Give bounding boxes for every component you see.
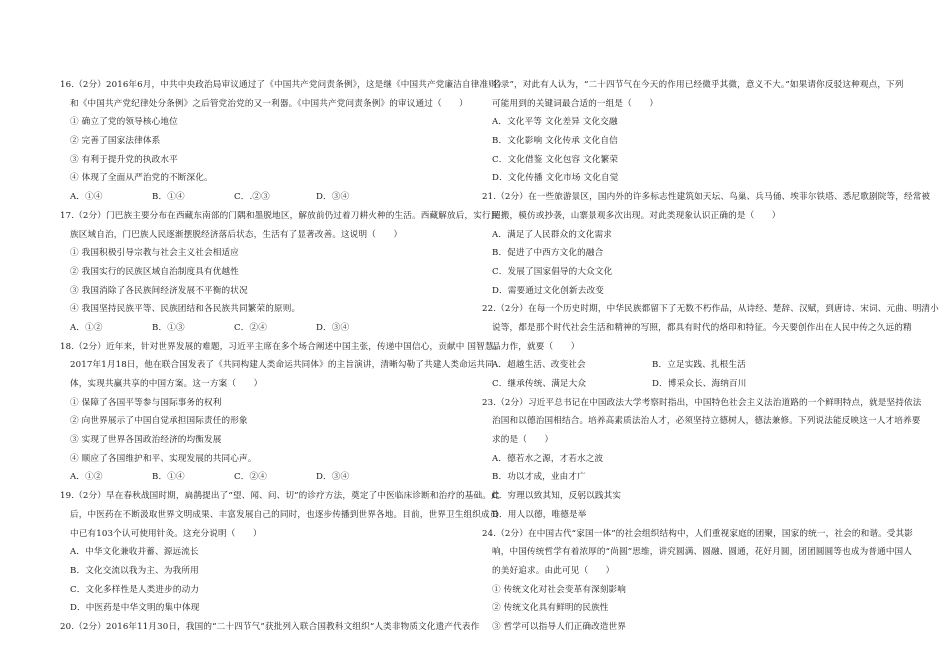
- text-line: D．中医药是中华文明的集中体现: [70, 603, 200, 614]
- text-line: A．文化平等 文化差异 文化交融: [492, 117, 618, 128]
- left-column: [60, 76, 506, 637]
- text-line: 响，中国传统哲学有着浓厚的“尚圆”思维，讲究圆满、圆融、圆通，花好月圆，团团圆圆等也成为普通中国人: [492, 547, 913, 558]
- right-column: [482, 76, 939, 637]
- text-line: ③ 哲学可以指导人们正确改造世界: [492, 621, 627, 632]
- option: D．博采众长、海纳百川: [652, 379, 747, 389]
- text-line: 治国和以德治国相结合。培养高素质法治人才，必须坚持立德树人，德法兼修。下列说法能反映这一人才培养要: [492, 416, 921, 427]
- text-line: ④ 顺应了各国维护和平、实现发展的共同心声。: [70, 453, 257, 464]
- option: C．继承传统、满足大众: [492, 379, 587, 389]
- text-line: D．用人以德，唯德是举: [492, 509, 587, 520]
- text-line: C．文化借鉴 文化包容 文化繁荣: [492, 154, 619, 165]
- text-line: ① 我国积极引导宗教与社会主义社会相适应: [70, 248, 240, 259]
- text-line: D．文化传播 文化市场 文化自觉: [492, 173, 619, 184]
- option: B．①④: [152, 472, 185, 483]
- text-line: 中已有103个认可使用针灸。这充分说明（ ）: [70, 528, 262, 539]
- option: B．立足实践、扎根生活: [652, 360, 746, 371]
- option: D．③④: [316, 192, 350, 203]
- text-line: ③ 实现了世界各国政治经济的均衡发展: [70, 435, 222, 446]
- text-line: ② 向世界展示了中国自觉承担国际责任的形象: [70, 416, 248, 427]
- option: C．②④: [234, 472, 267, 483]
- text-line: ④ 我国坚持民族平等、民族团结和各民族共同繁荣的原则。: [70, 304, 301, 315]
- text-line: 照搬，模仿或抄袭，山寨景观多次出现。对此类现象认识正确的是（ ）: [492, 210, 781, 221]
- question-stem: 19.（2分）早在春秋战国时期，扁鹊提出了“望、闻、问、切”的诊疗方法，奠定了中医临床诊断和治疗的基础。此: [60, 491, 500, 502]
- question-stem: 17.（2分）门巴族主要分布在西藏东南部的门隅和墨脱地区，解放前仍过着刀耕火种的生活。西藏解放后，实行民: [60, 210, 500, 221]
- option: C．.②③: [234, 192, 270, 203]
- question-stem: 16.（2分）2016年6月，中共中央政治局审议通过了《中国共产党问责条例》，这是继《中国共产党廉洁自律准则》: [60, 80, 506, 90]
- text-line: ④ 体现了全面从严治党的不断深化。: [70, 173, 213, 184]
- option: B．①③: [152, 322, 185, 333]
- text-line: 的美好追求。由此可见（ ）: [492, 565, 615, 576]
- option: B．①④: [152, 192, 185, 203]
- text-line: 求的是（ ）: [492, 435, 554, 446]
- text-line: C．穷理以致其知，反躬以践其实: [492, 491, 622, 502]
- option: D．③④: [316, 472, 350, 483]
- text-line: B．文化影响 文化传承 文化自信: [492, 136, 618, 147]
- question-stem: 20.（2分）2016年11月30日，我国的“二十四节气”获批列入联合国教科文组织“人类非物质文化遗产代表作: [60, 621, 480, 632]
- question-stem: 22.（2分）在每一个历史时期，中华民族都留下了无数不朽作品，从诗经、楚辞、汉赋，到唐诗、宋词、元曲、明清小: [482, 304, 939, 315]
- options-row: [60, 468, 470, 487]
- text-line: A．德若水之源，才若水之波: [492, 453, 604, 464]
- options-row: [60, 319, 470, 338]
- text-line: C．文化多样性是人类进步的动力: [70, 584, 200, 595]
- text-line: A．满足了人民群众的文化需求: [492, 229, 613, 240]
- option: A．①④: [70, 192, 103, 203]
- text-line: B．文化交流以我为主、为我所用: [70, 565, 199, 576]
- question-stem: 18.（2分）近年来，针对世界发展的难题，习近平主席在多个场合阐述中国主张，传递中国信心，贡献中 国智慧。: [60, 341, 503, 352]
- text-line: B．功以才成，业由才广: [492, 472, 586, 483]
- text-line: ② 我国实行的民族区域自治制度具有优越性: [70, 266, 240, 277]
- question-stem: 23.（2分）习近平总书记在中国政法大学考察时指出，中国特色社会主义法治道路的一个鲜明特点，就是坚持依法: [482, 397, 922, 408]
- text-line: 说等，都是那个时代社会生活和精神的写照，都具有时代的烙印和特征。今天要创作出在人民中传之久远的精: [492, 322, 912, 333]
- text-line: 后，中医药在不断汲取世界文明成果、丰富发展自己的同时，也逐步传播到世界各地。目前，世界卫生组织成员: [70, 509, 499, 520]
- text-line: ① 确立了党的领导核心地位: [70, 117, 178, 128]
- option: A．①②: [70, 472, 103, 483]
- option: A．①②: [70, 322, 103, 333]
- options-row: [482, 356, 902, 375]
- text-line: D．需要通过文化创新去改变: [492, 285, 604, 296]
- text-line: ③ 我国消除了各民族间经济发展不平衡的状况: [70, 285, 248, 296]
- text-line: ② 完善了国家法律体系: [70, 136, 161, 147]
- option: C．②④: [234, 322, 267, 333]
- text-line: 名录”，对此有人认为，“二十四节气在今天的作用已经微乎其微，意义不大。”如果请你反驳这种观点，下列: [492, 80, 904, 90]
- option: D．③④: [316, 322, 350, 333]
- text-line: ① 保障了各国平等参与国际事务的权利: [70, 397, 222, 408]
- text-line: 可能用到的关键词最合适的一组是（ ）: [492, 98, 659, 109]
- text-line: ③ 有利于提升党的执政水平: [70, 154, 178, 165]
- text-line: B．促进了中西方文化的融合: [492, 248, 604, 259]
- options-row: [482, 375, 902, 394]
- text-line: C．发展了国家倡导的大众文化: [492, 266, 613, 277]
- text-line: 体，实现共赢共享的中国方案。这一方案（ ）: [70, 379, 263, 389]
- text-line: ① 传统文化对社会变革有深刻影响: [492, 584, 627, 595]
- text-line: A．中华文化兼收并蓄、源远流长: [70, 547, 199, 558]
- option: A．超越生活、改变社会: [492, 360, 586, 371]
- question-stem: 21.（2分）在一些旅游景区，国内外的许多标志性建筑如天坛、鸟巢、兵马俑、埃菲尔铁塔、悉尼歌剧院等，经常被: [482, 192, 931, 203]
- options-row: [60, 188, 470, 207]
- text-line: 族区域自治，门巴族人民逐渐摆脱经济落后状态，生活有了显著改善。这说明（ ）: [70, 229, 403, 240]
- text-line: 和《中国共产党纪律处分条例》之后管党治党的又一利器。《中国共产党问责条例》的审议通过（ ）: [70, 98, 468, 109]
- text-line: 2017年1月18日，他在联合国发表了《共同构建人类命运共同体》的主旨演讲，清晰勾勒了共建人类命运共同: [70, 360, 495, 371]
- question-stem: 24.（2分）在中国古代“家国一体”的社会组织结构中，人们重视家庭的团聚，国家的统一，社会的和谐。受其影: [482, 528, 914, 539]
- text-line: 品力作，就要（ ）: [492, 341, 580, 352]
- text-line: ② 传统文化具有鲜明的民族性: [492, 603, 609, 614]
